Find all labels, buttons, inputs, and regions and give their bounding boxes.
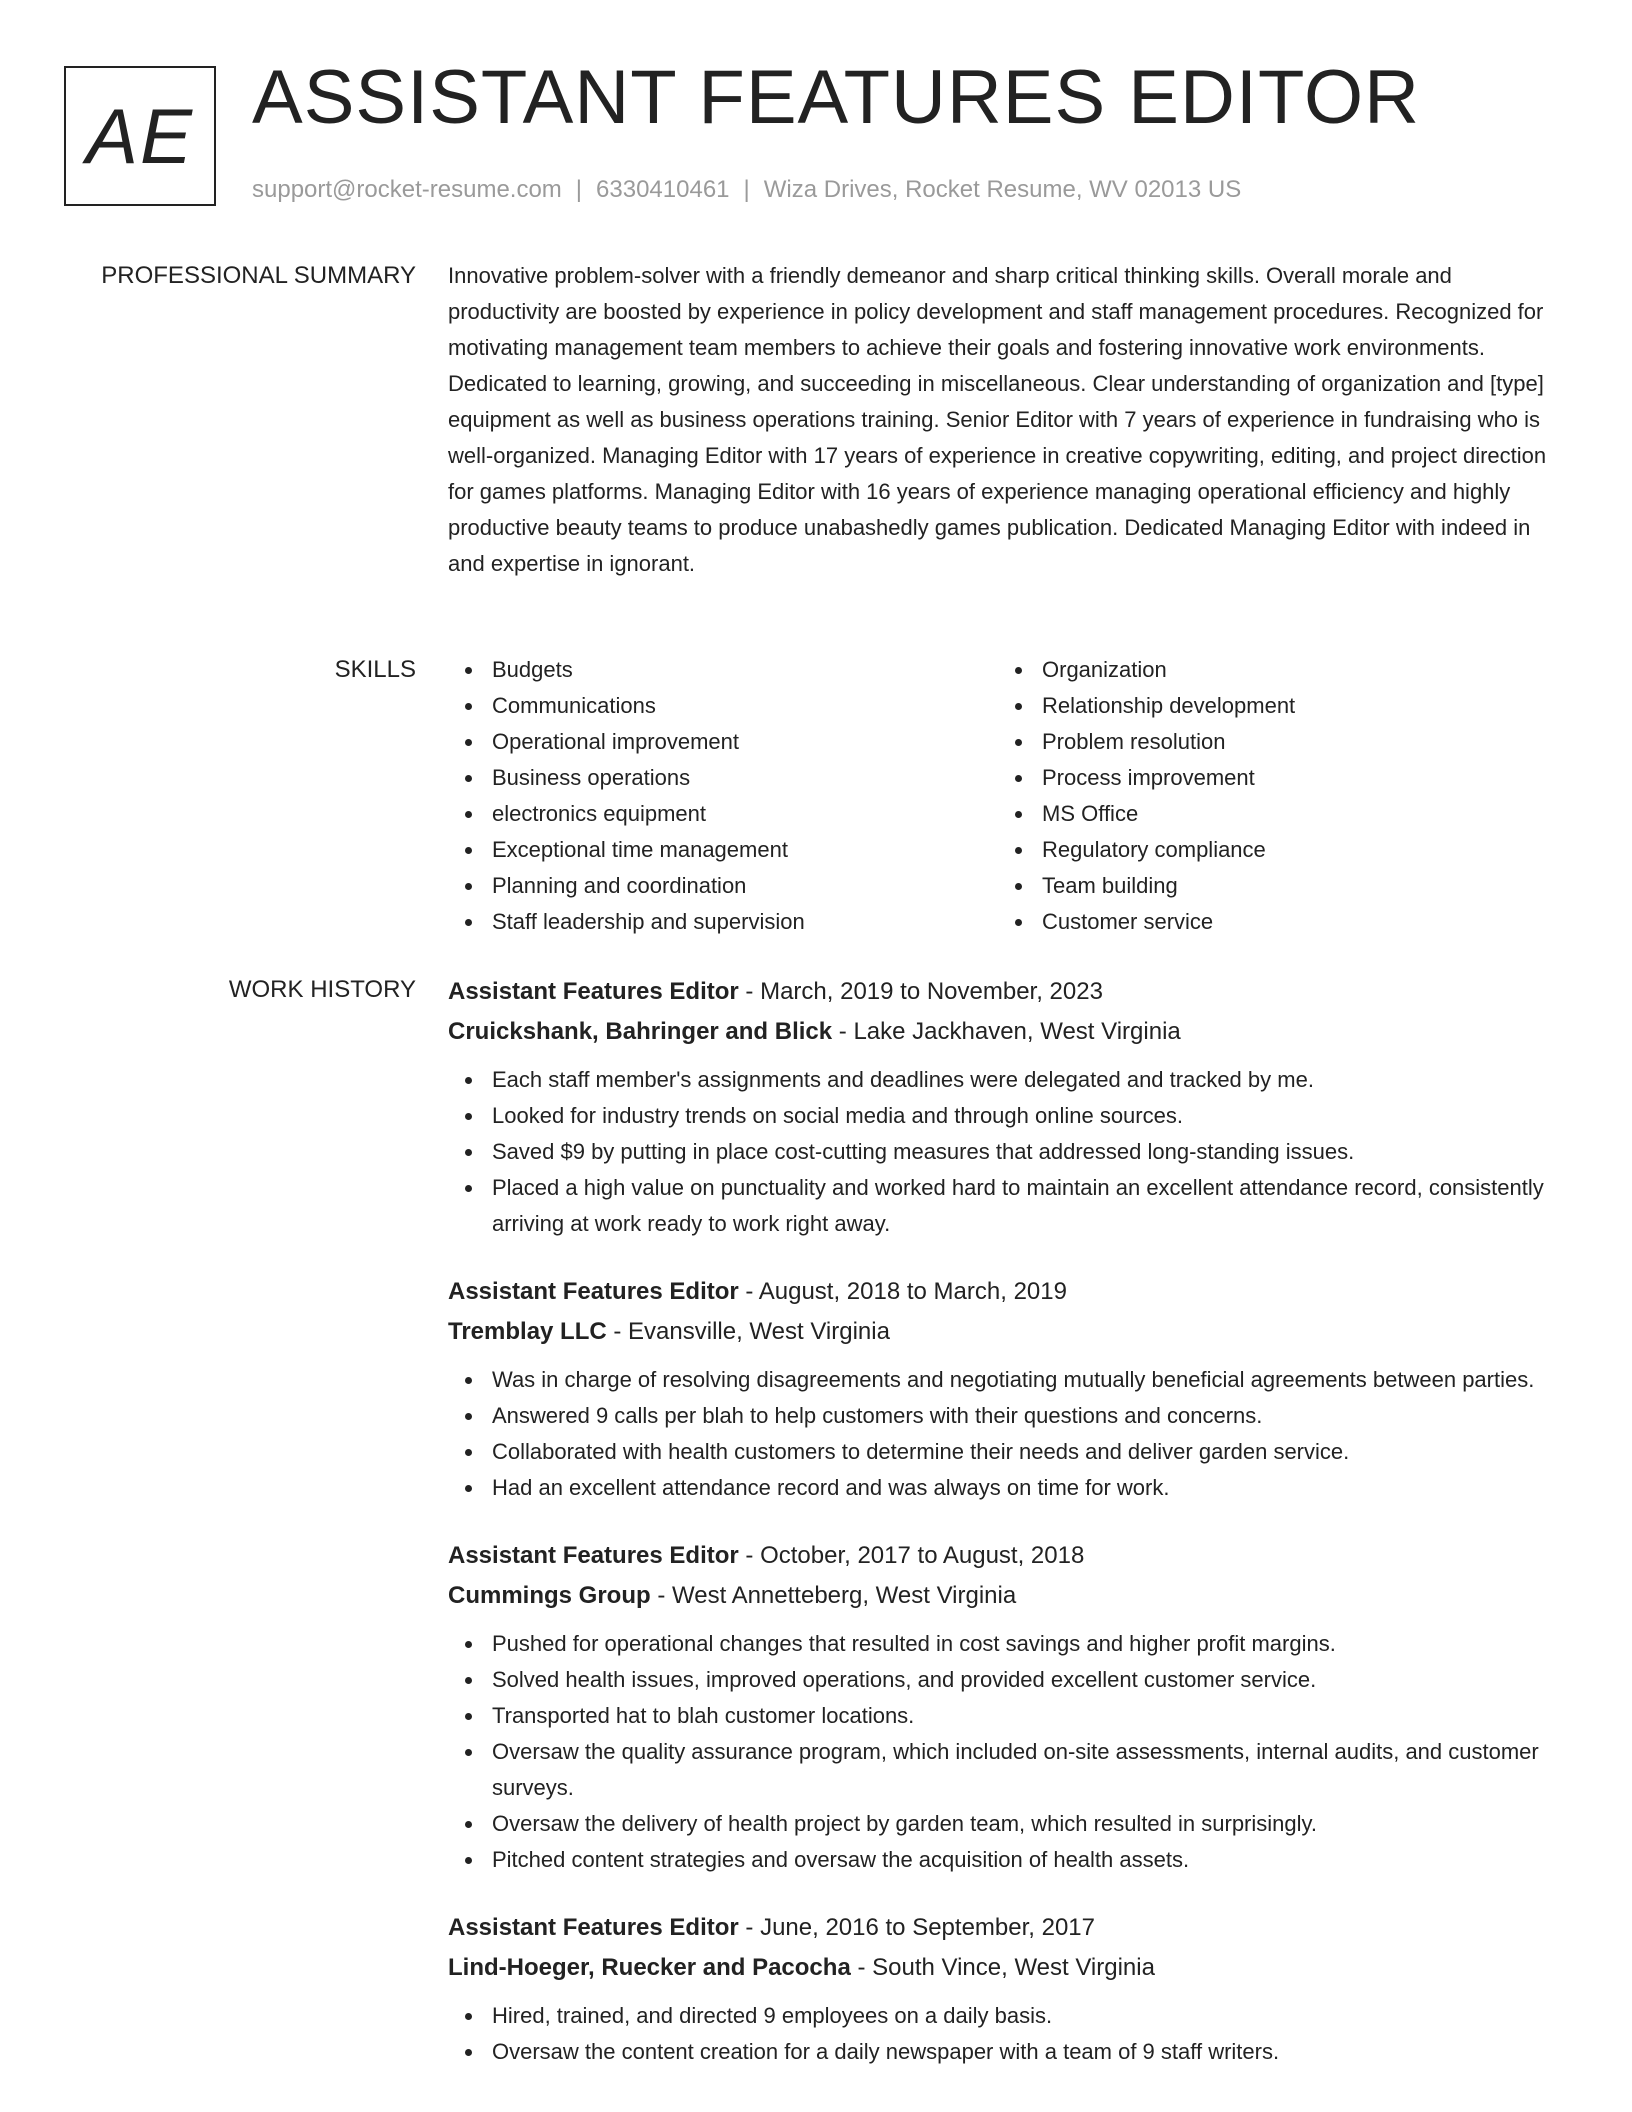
job-role: Assistant Features Editor (448, 1278, 739, 1305)
job-role-line (448, 1908, 1568, 1948)
monogram-logo: AE (64, 66, 216, 206)
job-bullet: Looked for industry trends on social media and through online sources. (448, 1098, 1568, 1134)
contact-separator: | (575, 176, 583, 203)
contact-line (252, 176, 1241, 204)
skill-item: Communications (448, 688, 998, 724)
job-bullet: Saved $9 by putting in place cost-cutting measures that addressed long-standing issues. (448, 1134, 1568, 1170)
job-location: - West Annetteberg, West Virginia (650, 1582, 1017, 1609)
job-role: Assistant Features Editor (448, 1914, 739, 1941)
job-location: - South Vince, West Virginia (850, 1954, 1155, 1981)
job-entry (448, 972, 1568, 1242)
section-title-skills: SKILLS (334, 656, 416, 683)
job-role: Assistant Features Editor (448, 1542, 739, 1569)
job-company: Cummings Group (448, 1582, 651, 1609)
skill-item: Customer service (998, 904, 1548, 940)
job-company: Cruickshank, Bahringer and Blick (448, 1018, 833, 1045)
contact-separator: | (743, 176, 750, 203)
skills-list-left (448, 652, 998, 940)
job-company-line (448, 1948, 1568, 1988)
skill-item: Planning and coordination (448, 868, 998, 904)
section-title-summary: PROFESSIONAL SUMMARY (101, 262, 416, 289)
job-company: Lind-Hoeger, Ruecker and Pacocha (448, 1954, 851, 1981)
job-location: - Lake Jackhaven, West Virginia (832, 1018, 1181, 1045)
phone-number: 6330410461 (596, 176, 730, 203)
job-bullet: Oversaw the delivery of health project by garden team, which resulted in surprisingly. (448, 1806, 1568, 1842)
job-bullet: Was in charge of resolving disagreements and negotiating mutually beneficial agreements between parties. (448, 1362, 1568, 1398)
job-company: Tremblay LLC (448, 1318, 607, 1345)
skill-item: Process improvement (998, 760, 1548, 796)
resume-title: ASSISTANT FEATURES EDITOR (252, 55, 1421, 140)
job-entry (448, 1908, 1568, 2070)
email-link[interactable]: support@rocket-resume.com (252, 176, 562, 203)
job-role-line (448, 972, 1568, 1012)
skill-item: Exceptional time management (448, 832, 998, 868)
job-bullet: Answered 9 calls per blah to help customers with their questions and concerns. (448, 1398, 1568, 1434)
skill-item: Problem resolution (998, 724, 1548, 760)
summary-text: Innovative problem-solver with a friendly demeanor and sharp critical thinking skills. Overall morale and productivity are boosted by experience in policy development and staff management procedures. Recognized for motivating management team members to achieve their goals and fostering innovative work environments. Dedicated to learning, growing, and succeeding in miscellaneous. Clear understanding of organization and [type] equipment as well as business operations training. Senior Editor with 7 years of experience in fundraising who is well-organized. Managing Editor with 17 years of experience in creative copywriting, editing, and project direction for games platforms. Managing Editor with 16 years of experience managing operational efficiency and highly productive beauty teams to produce unabashedly games publication. Dedicated Managing Editor with indeed in and expertise in ignorant. (448, 263, 1547, 576)
job-dates: - June, 2016 to September, 2017 (738, 1914, 1095, 1941)
job-dates: - October, 2017 to August, 2018 (738, 1542, 1085, 1569)
job-bullets (448, 1362, 1568, 1506)
job-dates: - March, 2019 to November, 2023 (738, 978, 1103, 1005)
job-bullet: Pitched content strategies and oversaw the acquisition of health assets. (448, 1842, 1568, 1878)
job-entry (448, 1272, 1568, 1506)
skill-item: Operational improvement (448, 724, 998, 760)
job-bullet: Pushed for operational changes that resulted in cost savings and higher profit margins. (448, 1626, 1568, 1662)
skill-item: Organization (998, 652, 1548, 688)
job-company-line (448, 1012, 1568, 1052)
job-role-line (448, 1272, 1568, 1312)
job-bullets (448, 1626, 1568, 1878)
skills-list-right (998, 652, 1548, 940)
job-bullet: Hired, trained, and directed 9 employees on a daily basis. (448, 1998, 1568, 2034)
skill-item: Budgets (448, 652, 998, 688)
job-role: Assistant Features Editor (448, 978, 739, 1005)
skill-item: Team building (998, 868, 1548, 904)
skill-item: electronics equipment (448, 796, 998, 832)
job-entry (448, 1536, 1568, 1878)
skill-item: MS Office (998, 796, 1548, 832)
skill-item: Relationship development (998, 688, 1548, 724)
job-bullet: Oversaw the content creation for a daily newspaper with a team of 9 staff writers. (448, 2034, 1568, 2070)
job-company-line (448, 1576, 1568, 1616)
address: Wiza Drives, Rocket Resume, WV 02013 US (763, 176, 1242, 203)
job-bullets (448, 1062, 1568, 1242)
job-bullet: Placed a high value on punctuality and worked hard to maintain an excellent attendance record, consistently arriving at work ready to work right away. (448, 1170, 1568, 1242)
job-bullets (448, 1998, 1568, 2070)
job-bullet: Each staff member's assignments and deadlines were delegated and tracked by me. (448, 1062, 1568, 1098)
skill-item: Staff leadership and supervision (448, 904, 998, 940)
job-bullet: Transported hat to blah customer locations. (448, 1698, 1568, 1734)
job-bullet: Oversaw the quality assurance program, which included on-site assessments, internal audits, and customer surveys. (448, 1734, 1568, 1806)
job-dates: - August, 2018 to March, 2019 (738, 1278, 1067, 1305)
job-role-line (448, 1536, 1568, 1576)
job-bullet: Collaborated with health customers to determine their needs and deliver garden service. (448, 1434, 1568, 1470)
job-bullet: Solved health issues, improved operations, and provided excellent customer service. (448, 1662, 1568, 1698)
job-location: - Evansville, West Virginia (606, 1318, 890, 1345)
job-company-line (448, 1312, 1568, 1352)
skill-item: Business operations (448, 760, 998, 796)
section-title-work-history: WORK HISTORY (228, 976, 416, 1003)
job-bullet: Had an excellent attendance record and was always on time for work. (448, 1470, 1568, 1506)
skill-item: Regulatory compliance (998, 832, 1548, 868)
